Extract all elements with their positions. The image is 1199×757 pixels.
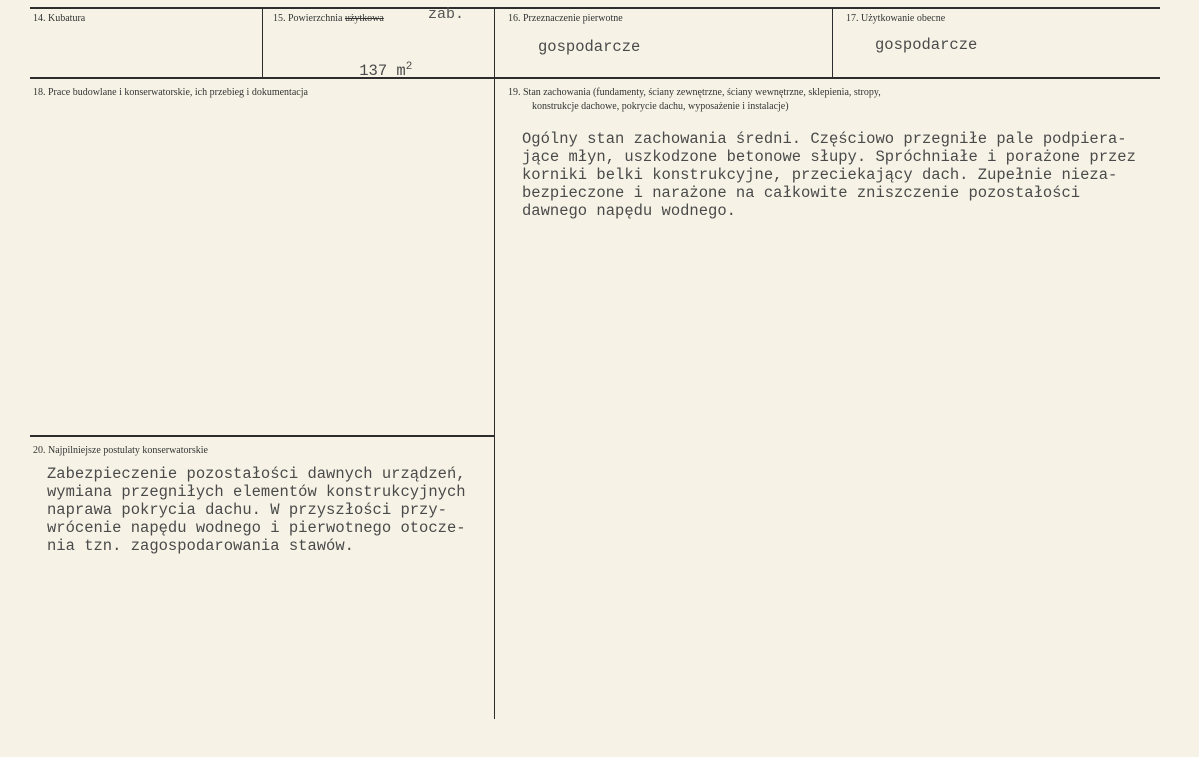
field-19-label-line1: 19. Stan zachowania (fundamenty, ściany zewnętrzne, ściany wewnętrzne, sklepienia, stropy, <box>508 87 881 98</box>
field-15-value <box>322 40 412 98</box>
field-15-handwritten-correction: zab. <box>428 6 465 23</box>
field-17-value: gospodarcze <box>875 36 978 54</box>
field-19-text <box>522 130 1136 220</box>
field-20-text-line: naprawa pokrycia dachu. W przyszłości przy- <box>47 501 447 519</box>
field-20-text <box>47 465 466 555</box>
left-section-divider <box>30 435 495 437</box>
field-15-value-sup: 2 <box>405 61 413 73</box>
field-17-label: 17. Użytkowanie obecne <box>846 13 946 24</box>
col-divider-14-15 <box>262 7 263 79</box>
field-19-text-line: bezpieczone i narażone na całkowite zniszczenie pozostałości <box>522 184 1081 202</box>
field-15-label-struck: użytkowa <box>344 13 384 24</box>
field-14-label: 14. Kubatura <box>33 13 86 24</box>
field-19-text-line: jące młyn, uszkodzone betonowe słupy. Spróchniałe i porażone przez <box>522 148 1136 166</box>
field-19-text-line: Ogólny stan zachowania średni. Częściowo przegniłe pale podpiera- <box>522 130 1127 148</box>
field-20-text-line: wymiana przegniłych elementów konstrukcyjnych <box>47 483 466 501</box>
field-15-value-text: 137 m <box>359 62 406 81</box>
field-16-label: 16. Przeznaczenie pierwotne <box>508 13 623 24</box>
col-divider-16-17 <box>832 7 833 79</box>
field-20-text-line: nia tzn. zagospodarowania stawów. <box>47 537 354 555</box>
field-18-label: 18. Prace budowlane i konserwatorskie, ich przebieg i dokumentacja <box>33 87 308 98</box>
field-20-label: 20. Najpilniejsze postulaty konserwatorskie <box>33 445 208 456</box>
col-divider-main <box>494 7 495 719</box>
row1-bottom-line <box>30 77 1160 79</box>
field-19-label-line2: konstrukcje dachowe, pokrycie dachu, wyposażenie i instalacje) <box>532 101 789 112</box>
field-20-text-line: wrócenie napędu wodnego i pierwotnego otocze- <box>47 519 466 537</box>
field-15-label <box>273 13 384 24</box>
field-19-text-line: korniki belki konstrukcyjne, przeciekający dach. Zupełnie nieza- <box>522 166 1118 184</box>
top-border-line <box>30 7 1160 9</box>
field-19-text-line: dawnego napędu wodnego. <box>522 202 736 220</box>
field-20-text-line: Zabezpieczenie pozostałości dawnych urządzeń, <box>47 465 466 483</box>
field-15-label-prefix: 15. Powierzchnia <box>273 13 345 24</box>
field-16-value: gospodarcze <box>538 38 641 56</box>
